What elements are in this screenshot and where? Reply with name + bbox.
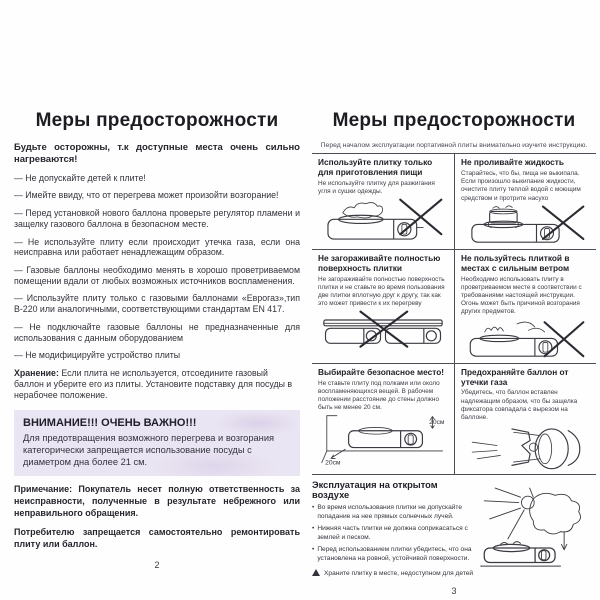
grid-row-2 [312, 250, 596, 364]
consumer-warning: Потребителю запрещается самостоятельно ремонтировать плиту или баллон. [14, 527, 300, 549]
attention-important-box [14, 410, 300, 476]
safety-bullet: — Не используйте плиту если происходит утечка газа, если она неисправна или работает ненадлежащим образом. [14, 236, 300, 258]
safety-bullet: — Не модифицируйте устройство плиты [14, 350, 181, 361]
safety-bullet: — Не допускайте детей к плите! [14, 172, 146, 183]
section-outdoor-use [312, 475, 596, 576]
outdoor-bullet-text: Нижняя часть плитки не должна соприкасаться с землей и песком. [317, 525, 468, 541]
warning-triangle-icon [312, 569, 320, 576]
section-safe-place [312, 364, 454, 475]
storage-paragraph [14, 368, 300, 401]
section-heading: Выбирайте безопасное место! [318, 366, 445, 377]
outdoor-bullet [312, 525, 477, 542]
caution-heading: Будьте осторожны, т.к доступные места очень сильно нагреваются! [14, 142, 300, 166]
bullet-marker: • [312, 525, 315, 533]
grid-row-1 [312, 154, 596, 250]
storage-text: Если плита не используется, отсоедините газовый баллон и уберите его из плиты. Установите подставку для посуды в нерабочее положение. [14, 368, 293, 400]
stove-in-wind-crossed-out-icon [462, 319, 590, 361]
warning-text: Храните плитку в месте, недоступном для детей [324, 569, 474, 577]
outdoor-heading: Эксплуатация на открытом воздухе [312, 480, 438, 501]
section-heading: Используйте плитку только для приготовления пищи [318, 157, 433, 177]
manual-page-2 [14, 110, 300, 570]
attention-text: Для предотвращения возможного перегрева и возгорания категорически запрещается использование посуды с диаметром дна более 21 см. [23, 432, 275, 468]
stove-with-boiling-pot-crossed-out-icon [462, 205, 590, 247]
manual-page-3 [312, 110, 596, 596]
section-text: Убедитесь, что баллон вставлен надлежащим образом, что бы защелка фиксатора совпадала с вырезом на баллоне. [461, 389, 578, 422]
safety-bullet: — Не подключайте газовые баллоны не предназначенные для использования с данным оборудованием [14, 321, 300, 343]
keep-away-from-children-warning [312, 570, 477, 577]
safety-bullet: — Используйте плиту только с газовыми баллонами «Еврогаз»,тип В-220 или аналогичными, соответствующими стандартам EN 417. [14, 293, 300, 315]
section-no-spills [454, 154, 596, 249]
section-text: Старайтесь, что бы, пища не выкипала. Если произошло выкипание жидкости, очистите плиту теплой водой с моющим средством и протрите насухо [461, 169, 581, 202]
safety-bullet: — Перед установкой нового баллона проверьте регулятор пламени и защелку газового баллона в безопасном месте. [14, 208, 300, 229]
section-no-strong-wind [454, 250, 596, 363]
distance-label-top: 20см [429, 419, 445, 427]
outdoor-illustration [477, 480, 596, 576]
stove-near-wall-with-distances-icon [319, 414, 447, 466]
section-heading: Не проливайте жидкость [461, 157, 564, 167]
section-text: Не используйте плитку для разжигания угля и сушки одежды. [318, 179, 435, 196]
section-text: Не загораживайте полностью поверхность плитки и не ставьте во время пользования две плитки вплотную друг к другу, так как это может привести к их перегреву [318, 275, 445, 308]
precautions-grid [312, 153, 596, 475]
bullet-marker: • [312, 504, 315, 512]
section-heading: Предохраняйте баллон от утечки газа [461, 366, 569, 387]
section-text: Не ставьте плиту под полками или около воспламеняющихся вещей. В рабочем положении расстояние до стены должно быть не менее 20 см. [318, 379, 440, 412]
page-title: Меры предосторожности [332, 110, 576, 131]
storage-label: Хранение: [14, 368, 59, 379]
distance-label-left: 20см [325, 459, 341, 467]
section-cook-only [312, 154, 454, 249]
section-protect-cartridge [454, 364, 596, 475]
outdoor-text-column [312, 480, 477, 576]
page-number-2: 2 [154, 559, 160, 570]
attention-title: ВНИМАНИЕ!!! ОЧЕНЬ ВАЖНО!!! [23, 416, 197, 429]
outdoor-bullet [312, 504, 477, 521]
note-paragraph [14, 484, 300, 519]
outdoor-bullet-text: Перед использованием плитки убедитесь, что она установлена на ровной, устойчивой поверхности. [317, 546, 472, 563]
bullet-marker: • [312, 546, 315, 554]
section-no-covering-surface [312, 250, 454, 363]
section-heading: Не загораживайте полностью поверхность плитки [318, 252, 441, 273]
sun-cloud-and-stove-outdoors-icon [477, 486, 595, 570]
grid-row-3 [312, 364, 596, 476]
stove-with-clothes-crossed-out-icon [319, 198, 447, 244]
note-label: Примечание: [14, 484, 73, 495]
page-number-3: 3 [451, 585, 457, 596]
outdoor-bullet [312, 546, 477, 563]
safety-bullet: — Имейте ввиду, что от перегрева может произойти возгорание! [14, 190, 279, 201]
page-title: Меры предосторожности [35, 110, 279, 131]
gas-cartridge-latch-closeup-icon [462, 424, 590, 472]
section-text: Необходимо использовать плиту в проветриваемом месте в соответствии с требованиями настоящей инструкции. Огонь может быть причиной возгорания других предметов. [461, 275, 582, 316]
page-subtitle: Перед началом эксплуатации портативной плиты внимательно изучите инструкцию. [320, 142, 588, 149]
safety-bullet: — Газовые баллоны необходимо менять в хорошо проветриваемом помещении вдали от любых возможных источников воспламенения. [14, 265, 300, 286]
section-heading: Не пользуйтесь плиткой в местах с сильным ветром [461, 252, 570, 273]
two-stoves-with-wide-tray-crossed-out-icon [319, 310, 447, 350]
note-text: Покупатель несет полную ответственность за неисправности, полученные в результате небрежного или неправильного обращения. [14, 484, 300, 518]
outdoor-bullet-text: Во время использования плитки не допускайте попадание на нее прямых солнечных лучей. [317, 504, 463, 520]
